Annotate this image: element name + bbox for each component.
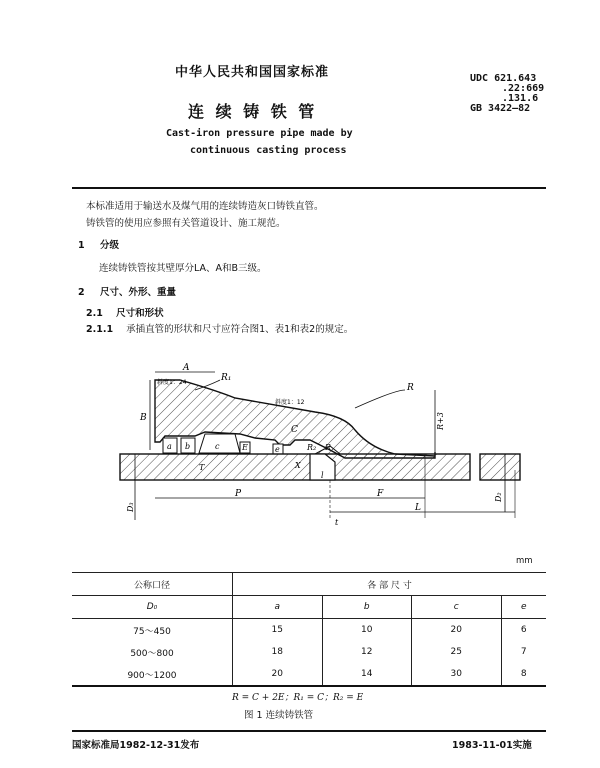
cell-a: 18 [233, 641, 323, 663]
th-d0: D₀ [72, 596, 233, 619]
label-C: C [291, 425, 298, 435]
title-en-line2: continuous casting process [190, 145, 347, 156]
sec211-num: 2.1.1 [86, 324, 114, 335]
header-rule [72, 187, 546, 189]
intro-line1: 本标准适用于输送水及煤气用的连续铸造灰口铸铁直管。 [86, 201, 324, 212]
sec21-num: 2.1 [86, 308, 103, 319]
gb-number: GB 3422—82 [470, 103, 531, 114]
cell-e: 6 [520, 625, 527, 635]
label-slope-12: 斜度1：12 [275, 399, 305, 406]
cell-c: 25 [412, 641, 502, 663]
cell-e: 7 [520, 647, 527, 657]
cell-c: 20 [412, 619, 502, 642]
label-L: L [415, 503, 421, 513]
label-A: A [183, 363, 190, 373]
pipe-wall-right [480, 454, 520, 480]
cell-d0: 75～450 [72, 619, 233, 642]
cell-d0: 500～800 [72, 641, 233, 663]
label-D3: D₃ [126, 502, 135, 512]
label-D2: D₂ [494, 492, 503, 502]
sec2-title: 尺寸、外形、重量 [99, 287, 176, 298]
footer-effective: 1983-11-01实施 [452, 740, 532, 751]
cell-b: 12 [322, 641, 412, 663]
dimension-table [72, 572, 546, 687]
label-R-plus-3: R+3 [436, 412, 445, 430]
label-a: a [167, 442, 172, 451]
label-slope-24: 斜度1：24 [157, 379, 187, 386]
cell-c: 30 [412, 663, 502, 686]
th-group-right: 各 部 尺 寸 [233, 573, 547, 596]
label-B: B [140, 413, 147, 423]
label-R-small: R [325, 443, 332, 452]
label-R1: R₁ [221, 373, 232, 383]
sec2-heading [78, 284, 176, 298]
figure-caption: 图 1 连续铸铁管 [244, 710, 314, 721]
udc-line1: UDC 621.643 [470, 73, 537, 84]
table-row [72, 663, 546, 686]
sec211-text: 承插直管的形状和尺寸应符合图1、表1和表2的规定。 [126, 324, 354, 335]
sec1-heading [78, 237, 119, 251]
sec1-text: 连续铸铁管按其壁厚分LA、A和B三级。 [99, 263, 267, 274]
label-R: R [407, 383, 414, 393]
th-b: b [322, 596, 412, 619]
sec1-title: 分级 [99, 240, 119, 251]
title-en-line1: Cast-iron pressure pipe made by [166, 128, 353, 139]
label-e: e [275, 445, 280, 454]
label-T: T [199, 463, 205, 472]
label-P: P [235, 489, 242, 499]
socket-body [155, 380, 435, 458]
intro-line2: 铸铁管的使用应参照有关管道设计、施工规范。 [86, 218, 286, 229]
table-header-row-2 [72, 596, 546, 619]
cell-e: 8 [501, 663, 546, 686]
sec2-num: 2 [78, 287, 85, 298]
label-c: c [215, 442, 220, 451]
footer-issuer: 国家标准局1982-12-31发布 [72, 740, 200, 751]
figure-formula: R = C + 2E；R₁ = C；R₂ = E [232, 693, 364, 703]
label-t: t [335, 518, 339, 527]
cell-a: 20 [233, 663, 323, 686]
cell-b: 10 [322, 619, 412, 642]
sec21-heading [86, 305, 164, 319]
label-l: l [321, 471, 324, 480]
standard-org: 中华人民共和国国家标准 [175, 65, 330, 80]
udc-line3: .131.6 [502, 93, 539, 104]
pipe-drawing [95, 350, 535, 530]
udc-line2: .22:669 [502, 83, 545, 94]
sec21-title: 尺寸和形状 [116, 308, 164, 319]
table-header-row-1 [72, 573, 546, 596]
sec211-line [86, 321, 353, 335]
table-row [72, 641, 546, 663]
sec1-num: 1 [78, 240, 85, 251]
label-E: E [242, 443, 248, 452]
label-R2: R₂ [307, 443, 317, 452]
cell-a: 15 [233, 619, 323, 642]
th-group-left: 公称口径 [72, 573, 233, 596]
th-a: a [233, 596, 323, 619]
table-row [72, 619, 546, 642]
title-cn: 连 续 铸 铁 管 [188, 102, 318, 121]
th-e: e [501, 596, 546, 619]
footer-rule [72, 730, 546, 732]
cell-b: 14 [322, 663, 412, 686]
label-b: b [185, 442, 191, 451]
groove-c [199, 434, 240, 453]
udc-block [470, 74, 544, 114]
leader-R [355, 390, 405, 408]
label-F: F [377, 489, 384, 499]
table-unit: mm [516, 556, 533, 566]
cell-d0: 900～1200 [72, 663, 233, 686]
th-c: c [412, 596, 502, 619]
label-X: X [295, 461, 301, 470]
